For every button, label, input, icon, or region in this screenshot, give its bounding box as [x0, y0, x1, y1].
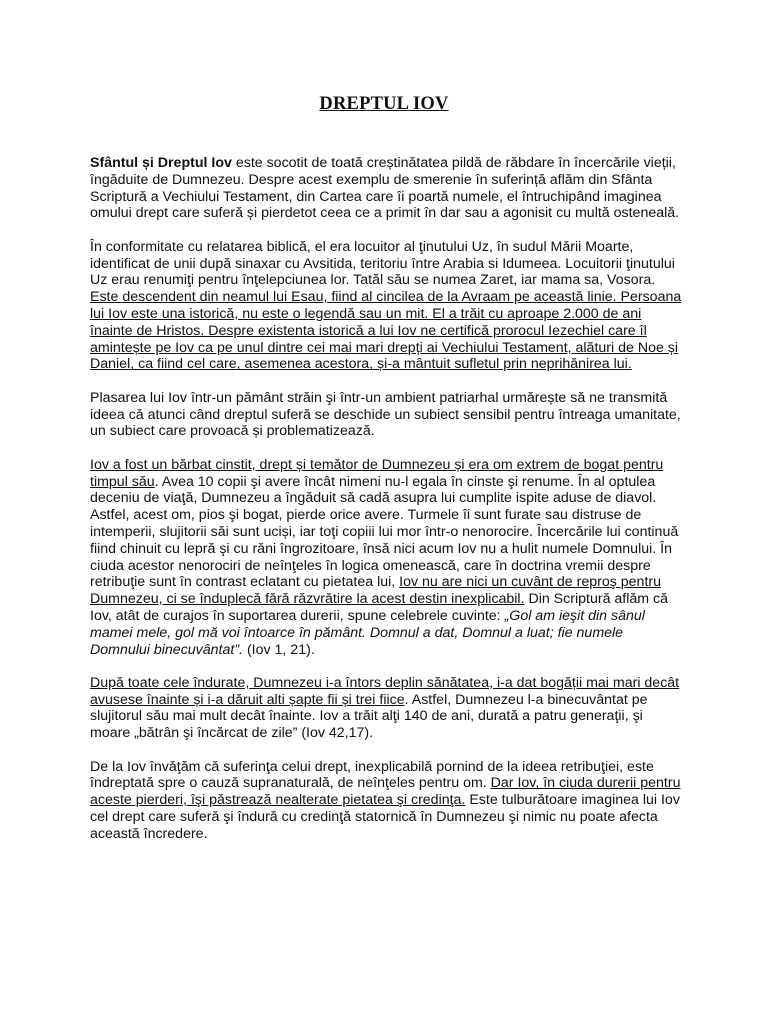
paragraph-5 [90, 675, 682, 742]
paragraph-1 [90, 155, 682, 222]
document-body [90, 155, 682, 859]
paragraph-3 [90, 390, 682, 440]
quote-reference: (Iov 1, 21). [243, 641, 315, 658]
paragraph-5-text: . Astfel, Dumnezeu l-a binecuvântat pe slujitorul său mai mult decât înainte. Iov a trăit alţi 140 de ani, durată a patru generaţii, şi moare „bătrân şi încărcat de zile” (Iov 42,17). [90, 691, 648, 742]
paragraph-2 [90, 239, 682, 373]
paragraph-2-underlined: Este descendent din neamul lui Esau, fiind al cincilea de la Avraam pe această linie. Persoana lui Iov este una istorică, nu este o legendă sau un mit. El a trăit cu aproape 2.000 de ani înainte de Hristos. Despre existenta istorică a lui Iov ne certifică prorocul Iezechiel care îl amintește pe Iov ca pe unul dintre cei mai mari drepți ai Vechiului Testament, alături de Noe și Daniel, ca fiind cel care, asemenea acestora, și-a mântuit sufletul prin neprihănirea lui. [90, 289, 682, 373]
paragraph-3-text: Plasarea lui Iov într-un pământ străin şi într-un ambient patriarhal urmărește să ne transmită ideea că atunci când dreptul suferă se deschide un subiect sensibil pentru întreaga umanitate, un subiect care provoacă și problematizează. [90, 389, 681, 440]
saint-name-bold: Sfântul și Dreptul Iov [90, 155, 232, 171]
document-title: DREPTUL IOV [319, 94, 449, 114]
paragraph-6-underlined: Dar Iov, în ciuda durerii pentru aceste pierderi, îşi păstrează nealterate pietatea şi credinţa. [90, 775, 681, 809]
paragraph-4 [90, 457, 682, 659]
paragraph-4-underlined-1: Iov a fost un bărbat cinstit, drept și temător de Dumnezeu și era om extrem de bogat pentru timpul său [90, 456, 664, 490]
paragraph-5-underlined: După toate cele îndurate, Dumnezeu i-a întors deplin sănătatea, i-a dat bogății mai mari decât avusese înainte și i-a dăruit alti șapte fii și trei fiice [90, 674, 680, 708]
paragraph-6-text-1: De la Iov învăţăm că suferinţa celui drept, inexplicabilă pornind de la ideea retribuţiei, este îndreptată spre o cauză supranaturală, de neînţeles pentru om. [90, 758, 654, 792]
paragraph-6-text-2: Este tulburătoare imaginea lui Iov cel drept care suferă şi îndură cu credinţă statornică în Dumnezeu şi nimic nu poate afecta această încredere. [90, 792, 680, 842]
paragraph-2-text: În conformitate cu relatarea biblică, el era locuitor al ţinutului Uz, în sudul Mării Moarte, identificat de unii după sinaxar cu Avsitida, teritoriu între Arabia si Idumeea. Locuitorii ţinutului Uz erau renumiţi pentru înţelepciunea lor. Tatăl său se numea Zaret, iar mama sa, Vosora. [90, 238, 675, 289]
paragraph-4-text-2: Din Scriptură aflăm că Iov, atât de curajos în suportarea durerii, spune celebrele cuvinte: [90, 591, 669, 624]
paragraph-1-text: este socotit de toată creștinătatea pildă de răbdare în încercările vieții, îngăduite de Dumnezeu. Despre acest exemplu de smerenie în suferință aflăm din Sfânta Scriptură a Vechiului Testament, din Cartea care îi poartă numele, el întruchipând imaginea omului drept care suferă și pierdetot ceea ce a primit în dar sau a agonisit cu multă osteneală. [90, 155, 680, 222]
job-quote: „Gol am ieşit din sânul mamei mele, gol mă voi întoarce în pământ. Domnul a dat, Domnul a luat; fie numele Domnului binecuvântat”. [90, 607, 645, 658]
paragraph-4-text-1: . Avea 10 copii şi avere încât nimeni nu-l egala în cinste şi renume. În al optulea deceniu de viaţă, Dumnezeu a îngăduit să cadă asupra lui cumplite ispite aduse de diavol. Astfel, acest om, pios şi bogat, pierde orice avere. Turmele îi sunt furate sau distruse de intemperii, slujitorii săi sunt uciși, iar toţi copiii lui mor într-o nenorocire. Încercările lui continuă fiind chinuit cu lepră şi cu răni îngrozitoare, însă nici acum Iov nu a hulit numele Domnului. În ciuda acestor nenorociri de neînţeles în logica omenească, care în doctrina vremii despre retribuţie sunt în contrast eclatant cu pietatea lui, [90, 473, 679, 591]
paragraph-4-underlined-2: Iov nu are nici un cuvânt de reproş pentru Dumnezeu, ci se înduplecă fără răzvrătire la acest destin inexplicabil. [90, 574, 661, 608]
paragraph-6 [90, 759, 682, 843]
